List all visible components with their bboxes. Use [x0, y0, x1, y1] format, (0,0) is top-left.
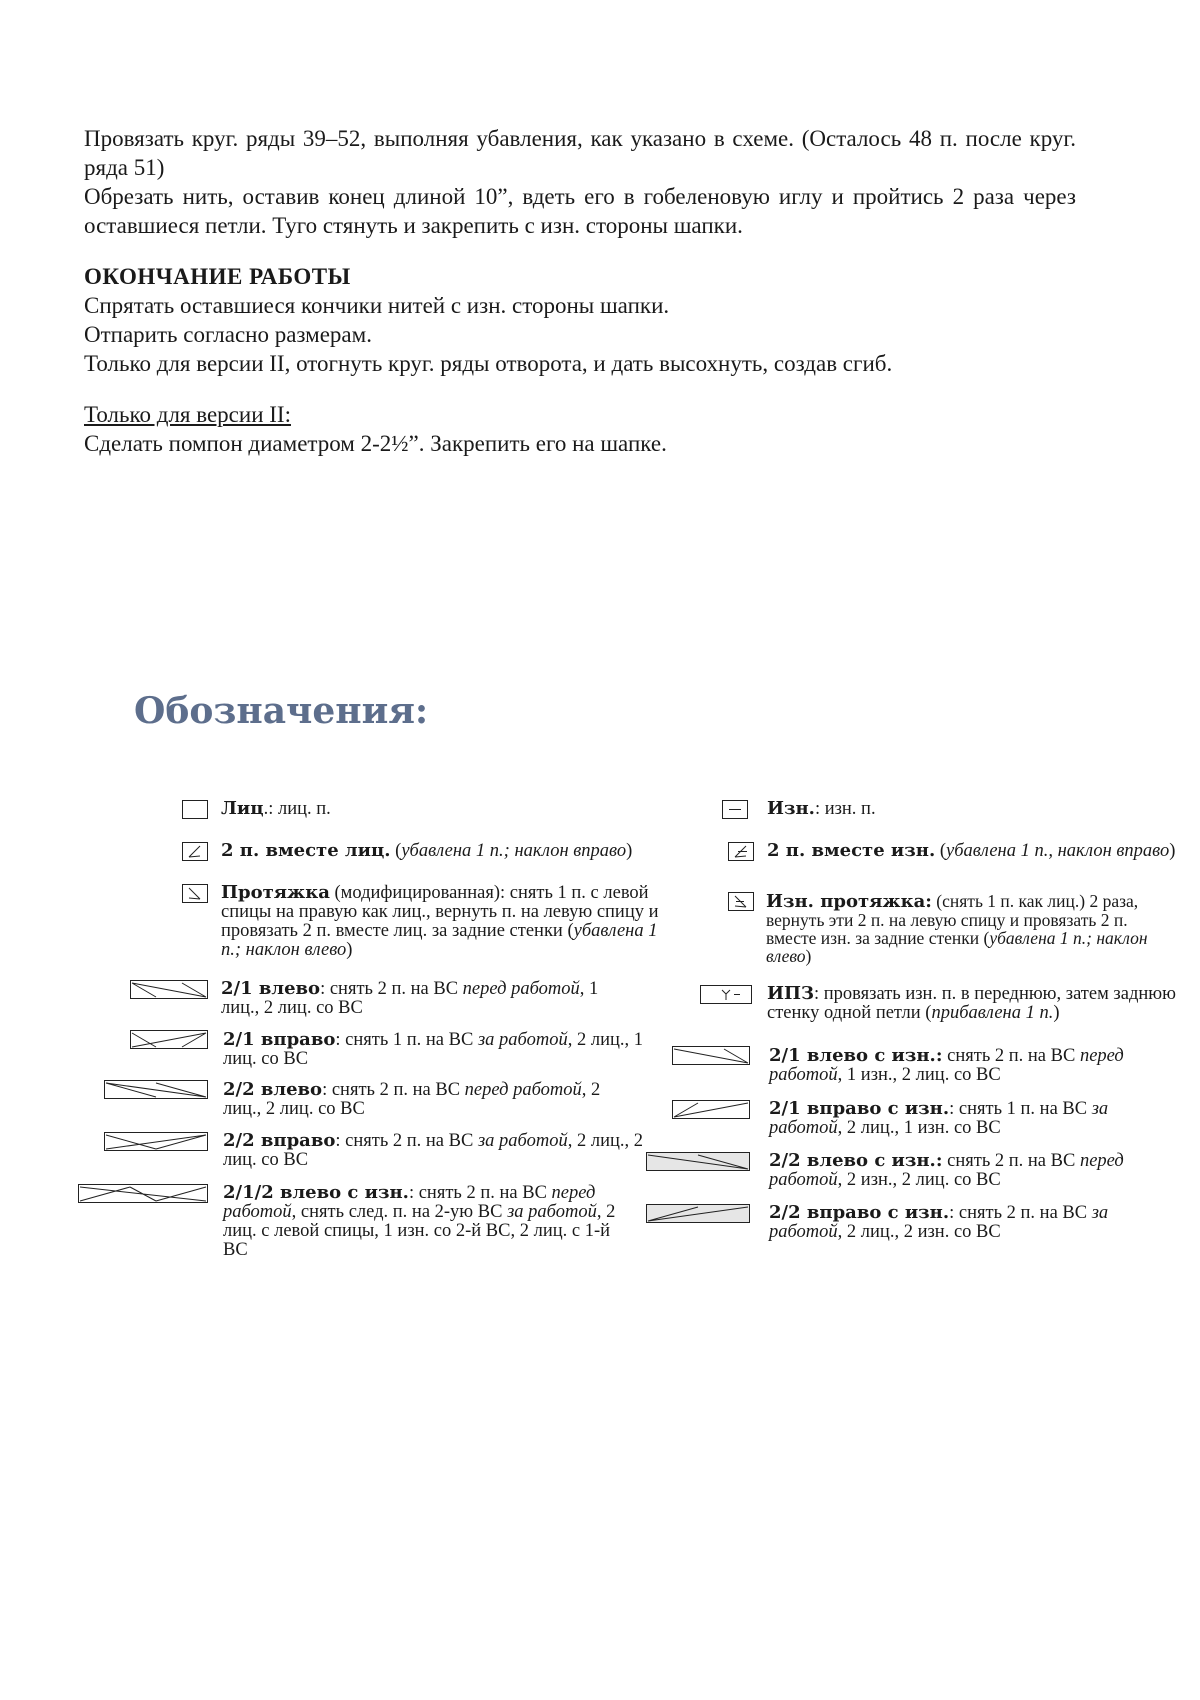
knit-symbol-icon: [182, 800, 208, 819]
p2tog-symbol-icon: [728, 842, 754, 861]
legend-purl: Изн.: изн. п.: [767, 798, 876, 819]
version-2-heading: Только для версии II:: [84, 402, 291, 427]
ssp-symbol-icon: [728, 892, 754, 911]
legend-cable-2-1-left: 2/1 влево: снять 2 п. на ВС перед работой, 1 лиц., 2 лиц. со ВС: [221, 978, 599, 1018]
legend-cable-2-1-2-left-purl: 2/1/2 влево с изн.: снять 2 п. на ВС перед работой, снять след. п. на 2-ую ВС за работой, 2 лиц. с левой спицы, 1 изн. со 2-й ВС, 2 лиц. с 1-й ВС: [223, 1182, 616, 1260]
legend-cable-2-1-left-purl: 2/1 влево с изн.: снять 2 п. на ВС перед работой, 1 изн., 2 лиц. со ВС: [769, 1045, 1124, 1085]
legend-cable-2-2-left-purl: 2/2 влево с изн.: снять 2 п. на ВС перед работой, 2 изн., 2 лиц. со ВС: [769, 1150, 1124, 1190]
cable-2-1-2-left-purl-icon: [78, 1184, 208, 1203]
finishing-step-2: Отпарить согласно размерам.: [84, 322, 372, 347]
legend-cable-2-1-right: 2/1 вправо: снять 1 п. на ВС за работой, 2 лиц., 1 лиц. со ВС: [223, 1029, 644, 1069]
version-2-pompom: Сделать помпон диаметром 2-2½”. Закрепить его на шапке.: [84, 431, 667, 456]
legend-cable-2-2-right: 2/2 вправо: снять 2 п. на ВС за работой, 2 лиц., 2 лиц. со ВС: [223, 1130, 644, 1170]
cable-2-2-left-icon: [104, 1080, 208, 1099]
k2tog-symbol-icon: [182, 842, 208, 861]
ssk-symbol-icon: [182, 884, 208, 903]
legend-k2tog: 2 п. вместе лиц. (убавлена 1 п.; наклон вправо): [221, 840, 633, 861]
cable-2-1-right-purl-icon: [672, 1100, 750, 1119]
legend-ssk: Протяжка (модифицированная): снять 1 п. с левой спицы на правую как лиц., вернуть п. на левую спицу и провязать 2 п. вместе лиц. за задние стенки (убавлена 1 п.; наклон влево): [221, 882, 659, 960]
legend-cable-2-2-right-purl: 2/2 вправо с изн.: снять 2 п. на ВС за работой, 2 лиц., 2 изн. со ВС: [769, 1202, 1109, 1242]
legend-m1p: ИПЗ: провязать изн. п. в переднюю, затем заднюю стенку одной петли (прибавлена 1 п.): [767, 983, 1176, 1023]
cable-2-2-left-purl-icon: [646, 1152, 750, 1171]
legend-p2tog: 2 п. вместе изн. (убавлена 1 п., наклон вправо): [767, 840, 1176, 861]
cable-2-1-left-icon: [130, 980, 208, 999]
cable-2-1-left-purl-icon: [672, 1046, 750, 1065]
paragraph-cut-yarn: Обрезать нить, оставив конец длиной 10”, вдеть его в гобеленовую иглу и пройтись 2 раза через оставшиеся петли. Туго стянуть и закрепить с изн. стороны шапки.: [84, 184, 1076, 238]
finishing-title: ОКОНЧАНИЕ РАБОТЫ: [84, 264, 351, 289]
cable-2-1-right-icon: [130, 1030, 208, 1049]
finishing-step-3: Только для версии II, отогнуть круг. ряды отворота, и дать высохнуть, создав сгиб.: [84, 351, 893, 376]
legend-cable-2-2-left: 2/2 влево: снять 2 п. на ВС перед работой, 2 лиц., 2 лиц. со ВС: [223, 1079, 601, 1119]
legend-title: Обозначения:: [134, 690, 429, 732]
finishing-step-1: Спрятать оставшиеся кончики нитей с изн. стороны шапки.: [84, 293, 670, 318]
m1p-symbol-icon: [700, 985, 752, 1004]
legend-knit: Лиц.: лиц. п.: [221, 798, 331, 819]
paragraph-rounds: Провязать круг. ряды 39–52, выполняя убавления, как указано в схеме. (Осталось 48 п. после круг. ряда 51): [84, 126, 1076, 180]
legend-ssp: Изн. протяжка: (снять 1 п. как лиц.) 2 раза, вернуть эти 2 п. на левую спицу и провязать 2 п. вместе изн. за задние стенки (убавлена 1 п.; наклон влево): [766, 891, 1148, 966]
legend-cable-2-1-right-purl: 2/1 вправо с изн.: снять 1 п. на ВС за работой, 2 лиц., 1 изн. со ВС: [769, 1098, 1109, 1138]
cable-2-2-right-icon: [104, 1132, 208, 1151]
cable-2-2-right-purl-icon: [646, 1204, 750, 1223]
purl-symbol-icon: [722, 800, 748, 819]
page-body: [84, 124, 1076, 458]
